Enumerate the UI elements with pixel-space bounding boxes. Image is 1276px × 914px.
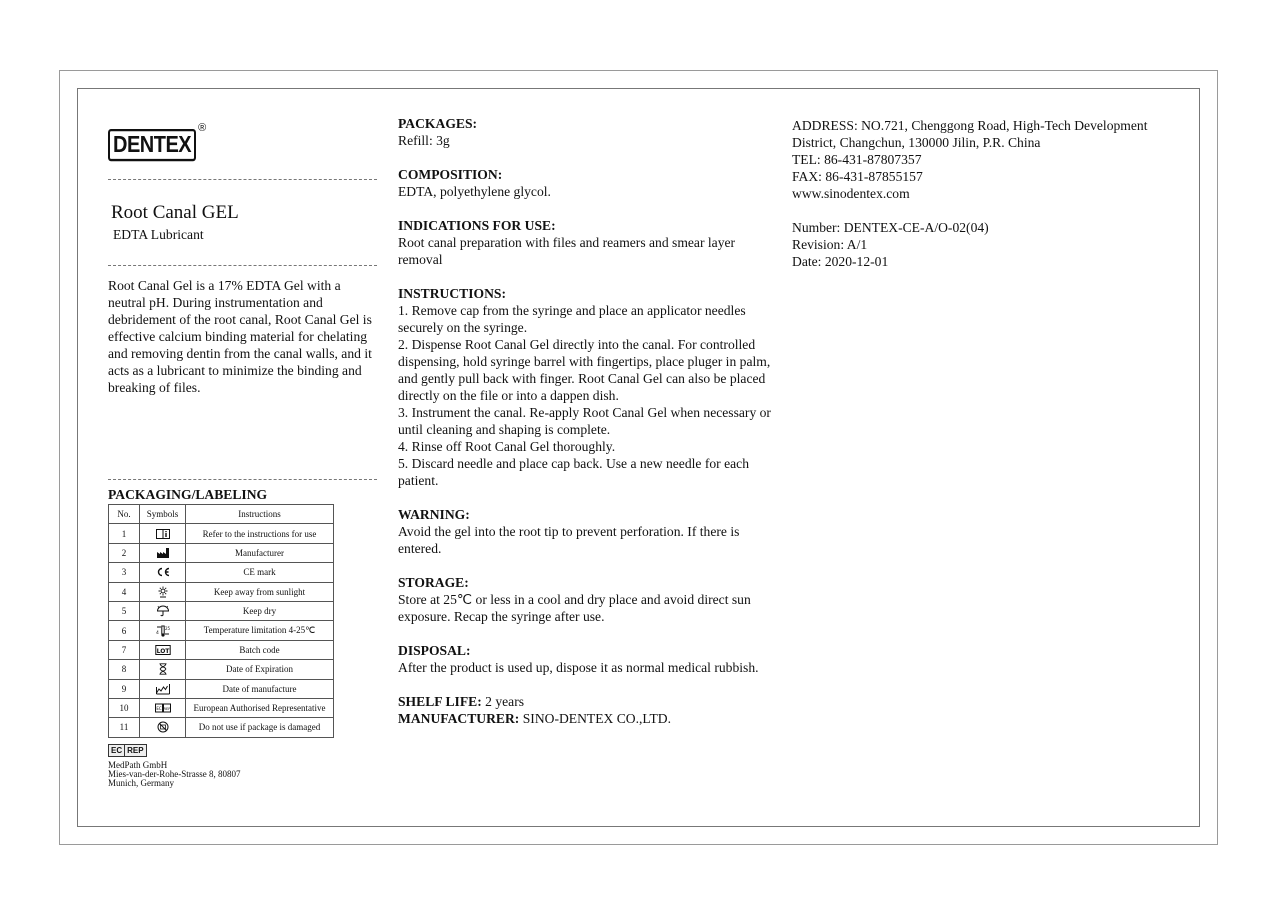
table-row <box>109 601 334 620</box>
row-symbol <box>140 718 186 737</box>
composition-section <box>398 166 778 200</box>
product-title: Root Canal GEL <box>111 202 239 223</box>
thermometer-icon <box>155 625 171 637</box>
svg-text:LOT: LOT <box>156 647 169 655</box>
registered-mark: ® <box>198 122 207 134</box>
row-number: 8 <box>109 660 140 679</box>
left-column <box>108 120 378 788</box>
warning-heading: WARNING: <box>398 507 470 522</box>
middle-column <box>398 115 778 727</box>
doc-date: Date: 2020-12-01 <box>792 254 889 269</box>
ce-mark-icon <box>155 566 171 578</box>
doc-revision: Revision: A/1 <box>792 237 868 252</box>
row-number: 2 <box>109 543 140 562</box>
row-number: 1 <box>109 524 140 543</box>
manufacturer-line <box>398 710 778 727</box>
disposal-section <box>398 642 778 676</box>
ec-rep-line3: Munich, Germany <box>108 777 174 788</box>
packaging-heading: PACKAGING/LABELING <box>108 487 268 502</box>
table-row <box>109 543 334 562</box>
row-instruction: CE mark <box>186 563 334 582</box>
ec-rep-line2: Mies-van-der-Rohe-Strasse 8, 80807 <box>108 768 241 779</box>
row-symbol <box>140 582 186 601</box>
composition-heading: COMPOSITION: <box>398 167 503 182</box>
lot-icon <box>155 644 171 656</box>
ec-rep-icon <box>155 702 171 714</box>
disposal-heading: DISPOSAL: <box>398 643 471 658</box>
contact-block <box>792 117 1172 202</box>
indications-text: Root canal preparation with files and reamers and smear layer removal <box>398 235 736 267</box>
svg-text:25: 25 <box>164 625 170 631</box>
website-text: www.sinodentex.com <box>792 186 910 201</box>
row-instruction: Date of manufacture <box>186 679 334 698</box>
shelf-life-line <box>398 693 778 710</box>
ec-badge-right: REP <box>125 744 146 757</box>
row-instruction: Keep away from sunlight <box>186 582 334 601</box>
hourglass-icon <box>155 663 171 675</box>
row-number: 6 <box>109 621 140 640</box>
row-instruction: European Authorised Representative <box>186 698 334 717</box>
svg-text:4: 4 <box>155 630 159 636</box>
address-text: ADDRESS: NO.721, Chenggong Road, High-Tech Development District, Changchun, 130000 Jilin, P.R. China <box>792 118 1148 150</box>
book-info-icon <box>155 528 171 540</box>
shelf-life-label: SHELF LIFE: <box>398 694 482 709</box>
tel-text: TEL: 86-431-87807357 <box>792 152 922 167</box>
row-number: 10 <box>109 698 140 717</box>
disposal-text: After the product is used up, dispose it as normal medical rubbish. <box>398 660 759 675</box>
storage-text: Store at 25℃ or less in a cool and dry place and avoid direct sun exposure. Recap the syringe after use. <box>398 592 751 624</box>
row-symbol <box>140 698 186 717</box>
storage-section <box>398 574 778 625</box>
col-header-symbols: Symbols <box>140 505 186 524</box>
ec-rep-address <box>108 761 378 788</box>
table-header-row <box>109 505 334 524</box>
manufacturer-value: SINO-DENTEX CO.,LTD. <box>519 711 671 726</box>
right-column <box>792 117 1172 270</box>
table-row <box>109 640 334 659</box>
instruction-step: 5. Discard needle and place cap back. Use a new needle for each patient. <box>398 456 749 488</box>
divider <box>108 265 377 266</box>
packages-text: Refill: 3g <box>398 133 450 148</box>
row-instruction: Refer to the instructions for use <box>186 524 334 543</box>
table-row <box>109 563 334 582</box>
factory-icon <box>155 547 171 559</box>
row-number: 9 <box>109 679 140 698</box>
instruction-step: 4. Rinse off Root Canal Gel thoroughly. <box>398 439 616 454</box>
dentex-logo <box>108 120 378 160</box>
sun-icon <box>155 586 171 598</box>
row-number: 4 <box>109 582 140 601</box>
instructions-section <box>398 285 778 489</box>
table-row <box>109 524 334 543</box>
ec-rep-badge <box>108 744 147 757</box>
storage-heading: STORAGE: <box>398 575 469 590</box>
shelf-life-value: 2 years <box>481 694 525 709</box>
product-description: Root Canal Gel is a 17% EDTA Gel with a neutral pH. During instrumentation and debridement of the root canal, Root Canal Gel is effective calcium binding material for chelating and removing dentin from the canal walls, and it acts as a lubricant to minimize the binding and breaking of files. <box>108 278 372 395</box>
ec-badge-left: EC <box>108 744 125 757</box>
row-symbol <box>140 660 186 679</box>
col-header-no: No. <box>109 505 140 524</box>
instruction-step: 3. Instrument the canal. Re-apply Root Canal Gel when necessary or until cleaning and shaping is complete. <box>398 405 771 437</box>
table-row <box>109 718 334 737</box>
instruction-step: 2. Dispense Root Canal Gel directly into the canal. For controlled dispensing, hold syringe barrel with fingertips, place pluger in palm, and gently pull back with finger. Root Canal Gel can also be placed directly on the file or into a dappen dish. <box>398 337 771 403</box>
packages-section <box>398 115 778 149</box>
logo-text: DENTEX <box>108 129 196 161</box>
row-symbol <box>140 601 186 620</box>
warning-section <box>398 506 778 557</box>
doc-number: Number: DENTEX-CE-A/O-02(04) <box>792 220 989 235</box>
ec-rep-line1: MedPath GmbH <box>108 759 168 770</box>
svg-text:EC: EC <box>155 705 162 711</box>
row-symbol <box>140 563 186 582</box>
indications-section <box>398 217 778 268</box>
symbols-table <box>108 504 334 738</box>
row-symbol <box>140 640 186 659</box>
table-row <box>109 679 334 698</box>
warning-text: Avoid the gel into the root tip to prevent perforation. If there is entered. <box>398 524 740 556</box>
row-symbol <box>140 679 186 698</box>
row-number: 5 <box>109 601 140 620</box>
instructions-heading: INSTRUCTIONS: <box>398 286 507 301</box>
row-instruction: Temperature limitation 4-25℃ <box>186 621 334 640</box>
row-instruction: Do not use if package is damaged <box>186 718 334 737</box>
umbrella-icon <box>155 605 171 617</box>
row-instruction: Keep dry <box>186 601 334 620</box>
col-header-instructions: Instructions <box>186 505 334 524</box>
row-instruction: Manufacturer <box>186 543 334 562</box>
manufacture-date-icon <box>155 683 171 695</box>
row-number: 3 <box>109 563 140 582</box>
row-instruction: Date of Expiration <box>186 660 334 679</box>
doc-info-block <box>792 219 1172 270</box>
divider <box>108 179 377 180</box>
fax-text: FAX: 86-431-87855157 <box>792 169 923 184</box>
indications-heading: INDICATIONS FOR USE: <box>398 218 556 233</box>
svg-text:REP: REP <box>163 706 170 711</box>
packages-heading: PACKAGES: <box>398 116 478 131</box>
damaged-package-icon <box>155 721 171 733</box>
row-symbol <box>140 524 186 543</box>
table-row <box>109 582 334 601</box>
row-number: 7 <box>109 640 140 659</box>
product-subtitle: EDTA Lubricant <box>113 227 204 242</box>
row-number: 11 <box>109 718 140 737</box>
instruction-step: 1. Remove cap from the syringe and place an applicator needles securely on the syringe. <box>398 303 746 335</box>
row-instruction: Batch code <box>186 640 334 659</box>
table-row <box>109 621 334 640</box>
composition-text: EDTA, polyethylene glycol. <box>398 184 551 199</box>
divider <box>108 479 377 480</box>
row-symbol <box>140 543 186 562</box>
table-row <box>109 698 334 717</box>
table-row <box>109 660 334 679</box>
manufacturer-label: MANUFACTURER: <box>398 711 520 726</box>
row-symbol <box>140 621 186 640</box>
